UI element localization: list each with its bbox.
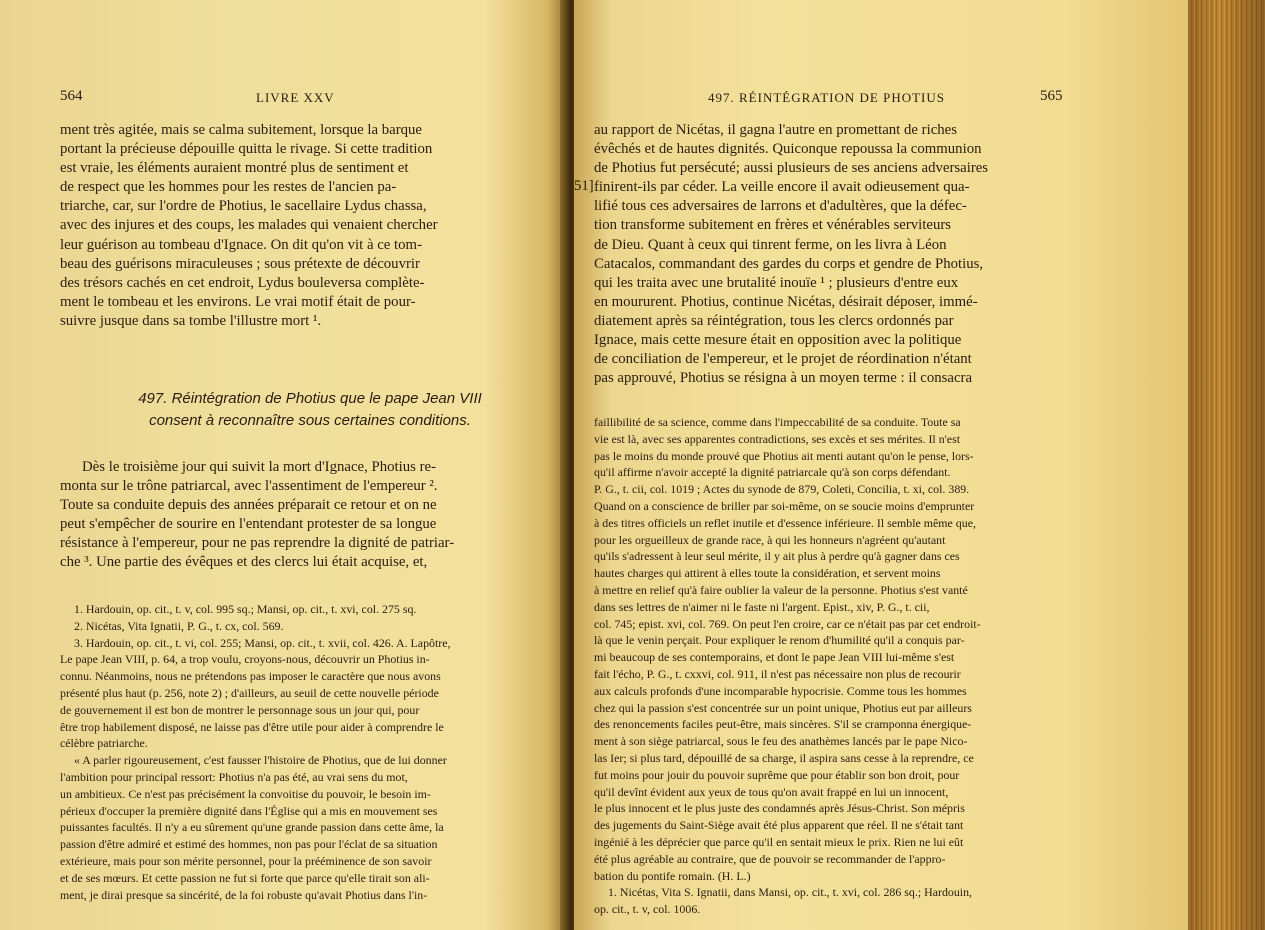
footnote-line: présenté plus haut (p. 256, note 2) ; d'ailleurs, au seuil de cette nouvelle période <box>60 685 439 700</box>
footnote-line: le plus innocent et le plus juste des condamnés après Jésus-Christ. Son mépris <box>594 801 965 816</box>
footnote-line: passion d'être admiré et estimé des hommes, non pas pour l'éclat de sa situation <box>60 837 438 852</box>
right-body <box>594 121 1064 388</box>
footnote-line: connu. Néanmoins, nous ne prétendons pas imposer le caractère que nous avons <box>60 669 441 684</box>
text-line: en moururent. Photius, continue Nicétas, désirait déposer, immé- <box>594 293 978 310</box>
text-line: finirent-ils par céder. La veille encore il avait odieusement qua- <box>594 179 970 196</box>
footnote: 1. Nicétas, Vita S. Ignatii, dans Mansi, op. cit., t. xvi, col. 286 sq.; Hardouin, <box>608 885 972 900</box>
footnote-line: être trop habilement disposé, ne laisse pas d'être utile pour aider à comprendre le <box>60 719 444 734</box>
left-body-bottom <box>60 458 527 573</box>
text-line: suivre jusque dans sa tombe l'illustre mort ¹. <box>60 312 322 329</box>
text-line: beau des guérisons miraculeuses ; sous prétexte de découvrir <box>60 255 420 272</box>
footnote-line: las Ier; si plus tard, dépouillé de sa charge, il aspira sans cesse à la reprendre, ce <box>594 750 974 765</box>
running-head-left: LIVRE XXV <box>256 90 335 105</box>
footnote-line: ingénié à les déprécier que parce qu'il en sentait mieux le prix. Rien ne lui eût <box>594 834 964 849</box>
footnote-line: l'ambition pour principal ressort: Photius n'a pas été, au vrai sens du mot, <box>60 769 408 784</box>
footnote-line: « A parler rigoureusement, c'est fausser l'histoire de Photius, que de lui donner <box>74 753 447 768</box>
footnote-line: et de ses mœurs. Et cette passion ne fut si forte que parce qu'elle tirait son ali- <box>60 870 430 885</box>
footnote-line: ment à son siège patriarcal, sous le feu des anathèmes lancés par le pape Nico- <box>594 734 968 749</box>
text-line: triarche, car, sur l'ordre de Photius, le sacellaire Lydus chassa, <box>60 198 427 215</box>
text-line: de Dieu. Quant à ceux qui tinrent ferme, on les livra à Léon <box>594 236 947 253</box>
footnote-line: là que le venin perçait. Pour expliquer le renom d'humilité qu'il a conquis par- <box>594 633 965 648</box>
text-line: Ignace, mais cette mesure était en opposition avec la politique <box>594 332 962 349</box>
footnote: 2. Nicétas, Vita Ignatii, P. G., t. cx, col. 569. <box>74 618 284 633</box>
footnote-line: pour les orgueilleux de grande race, à qui les honneurs n'agréent qu'autant <box>594 532 946 547</box>
text-line: Catacalos, commandant des gardes du corps et gendre de Photius, <box>594 255 984 272</box>
footnote-line: aux calculs profonds d'une incomparable hypocrisie. Comme tous les hommes <box>594 683 967 698</box>
text-line: des trésors cachés en cet endroit, Lydus bouleversa complète- <box>60 274 425 291</box>
text-line: lifié tous ces adversaires de larrons et d'adultères, que la défec- <box>594 198 967 215</box>
footnote-line: bation du pontife romain. (H. L.) <box>594 868 751 883</box>
footnote-line: un ambitieux. Ce n'est pas précisément la convoitise du pouvoir, le besoin im- <box>60 786 431 801</box>
text-line: évêchés et de hautes dignités. Quiconque repoussa la communion <box>594 141 982 158</box>
footnote-line: hautes charges qui attirent à elles toute la considération, et servent moins <box>594 566 941 581</box>
text-line: Toute sa conduite depuis des années préparait ce retour et on ne <box>60 497 437 514</box>
text-line: ment le tombeau et les environs. Le vrai motif était de pour- <box>60 293 416 310</box>
footnote-line: à des titres officiels un reflet inutile et d'essence inférieure. Il semble même que, <box>594 515 976 530</box>
footnote-line: des renoncements faciles peut-être, mais sincères. S'il se cramponna énergique- <box>594 717 972 732</box>
text-line: de respect que les hommes pour les restes de l'ancien pa- <box>60 179 397 196</box>
right-notes <box>594 414 1064 918</box>
text-line: de conciliation de l'empereur, et le projet de réordination n'étant <box>594 351 972 368</box>
text-line: avec des injures et des coups, les malades qui venaient chercher <box>60 217 438 234</box>
text-line: Dès le troisième jour qui suivit la mort d'Ignace, Photius re- <box>82 459 437 475</box>
footnote-line: op. cit., t. v, col. 1006. <box>594 902 701 917</box>
text-line: résistance à l'empereur, pour ne pas reprendre la dignité de patriar- <box>60 535 455 552</box>
text-line: leur guérison au tombeau d'Ignace. On dit qu'on vit à ce tom- <box>60 236 422 253</box>
page-number-right: 565 <box>1040 88 1063 104</box>
footnote-line: Le pape Jean VIII, p. 64, a trop voulu, croyons-nous, découvrir un Photius in- <box>60 652 430 667</box>
footnote-line: dans ses lettres de n'aimer ni le faste ni l'argent. Epist., xiv, P. G., t. cii, <box>594 599 930 614</box>
text-line: pas approuvé, Photius se résigna à un moyen terme : il consacra <box>594 370 973 387</box>
footnote-line: de gouvernement il est bon de montrer le personnage sous un jour qui, pour <box>60 702 420 717</box>
text-line: che ³. Une partie des évêques et des clercs lui était acquise, et, <box>60 554 428 571</box>
footnote-line: vie est là, avec ses apparentes contradictions, ses excès et ses mérites. Il n'est <box>594 431 960 446</box>
section-heading <box>60 388 560 432</box>
footnote-line: fait l'écho, P. G., t. cxxvi, col. 911, il n'est pas nécessaire non plus de recourir <box>594 666 961 681</box>
text-line: au rapport de Nicétas, il gagna l'autre en promettant de riches <box>594 122 957 138</box>
footnote-line: périeux d'occuper la première dignité dans l'Église qui a mis en mouvement ses <box>60 803 438 818</box>
footnote-line: qu'ils s'adressent à leur seul mérite, il y ait plus à perdre qu'à gagner dans ces <box>594 549 960 564</box>
footnote-line: Quand on a conscience de briller par soi-même, on se soucie moins d'emprunter <box>594 498 975 513</box>
footnote: 1. Hardouin, op. cit., t. v, col. 995 sq.; Mansi, op. cit., t. xvi, col. 275 sq. <box>74 602 417 616</box>
text-line: monta sur le trône patriarcal, avec l'assentiment de l'empereur ². <box>60 478 438 495</box>
footnote-line: fut moins pour jouir du pouvoir suprême que pour établir son bon droit, pour <box>594 767 960 782</box>
text-line: ment très agitée, mais se calma subitement, lorsque la barque <box>60 122 422 138</box>
footnote-line: à mettre en relief qu'à faire oublier la valeur de la personne. Photius s'est vanté <box>594 582 968 597</box>
footnote-line: extérieure, mais pour son mérite personnel, pour la prééminence de son savoir <box>60 853 432 868</box>
margin-mark: 51] <box>574 178 594 194</box>
footnote-line: col. 745; epist. xvi, col. 769. On peut l'en croire, car ce n'était pas par cet endroit- <box>594 616 981 631</box>
footnote-line: été plus agréable au contraire, que de pouvoir se recommander de l'appro- <box>594 851 946 866</box>
footnote-line: qu'il devînt évident aux yeux de tous qu'on avait frappé en lui un innocent, <box>594 784 949 799</box>
footnote-line: célèbre patriarche. <box>60 736 148 751</box>
heading-line: 497. Réintégration de Photius que le pape Jean VIII <box>138 390 482 407</box>
text-line: de Photius fut persécuté; aussi plusieurs de ses anciens adversaires <box>594 160 989 177</box>
page-number-left: 564 <box>60 88 83 104</box>
left-body-top <box>60 121 527 331</box>
footnote-line: mi beaucoup de ses contemporains, et dont le pape Jean VIII lui-même s'est <box>594 650 955 665</box>
footnote-line: des jugements du Saint-Siège avait été plus apparent que réel. Il ne s'était tant <box>594 818 964 833</box>
text-line: est vraie, les éléments auraient montré plus de sentiment et <box>60 160 409 177</box>
left-footnotes <box>60 601 527 903</box>
footnote-line: ment, je dirai presque sa sincérité, de la foi robuste qu'avait Photius dans l'in- <box>60 887 428 902</box>
heading-line: consent à reconnaître sous certaines conditions. <box>149 412 471 429</box>
text-line: portant la précieuse dépouille quitta le rivage. Si cette tradition <box>60 141 433 158</box>
running-head-right: 497. RÉINTÉGRATION DE PHOTIUS <box>708 90 945 105</box>
text-line: qui les traita avec une brutalité inouïe ¹ ; plusieurs d'entre eux <box>594 274 959 291</box>
text-line: peut s'empêcher de sourire en l'entendant protester de sa longue <box>60 516 437 533</box>
footnote: 3. Hardouin, op. cit., t. vi, col. 255; Mansi, op. cit., t. xvii, col. 426. A. Lapôtre, <box>74 635 451 650</box>
footnote-line: chez qui la passion s'est concentrée sur un point unique, Photius eut par ailleurs <box>594 700 972 715</box>
text-line: tion transforme subitement en frères et vénérables serviteurs <box>594 217 952 234</box>
footnote-line: faillibilité de sa science, comme dans l'impeccabilité de sa conduite. Toute sa <box>594 415 961 429</box>
footnote-line: qu'il affirme n'avoir accepté la dignité patriarcale qu'à son corps défendant. <box>594 465 951 480</box>
footnote-line: puissantes facultés. Il n'y a eu sûrement qu'une grande passion dans cette âme, la <box>60 820 444 835</box>
text-line: diatement après sa réintégration, tous les clercs ordonnés par <box>594 312 954 329</box>
footnote-line: pas le moins du monde prouvé que Photius ait menti autant qu'on le pense, lors- <box>594 448 974 463</box>
footnote-line: P. G., t. cii, col. 1019 ; Actes du synode de 879, Coleti, Concilia, t. xi, col. 389. <box>594 482 970 497</box>
